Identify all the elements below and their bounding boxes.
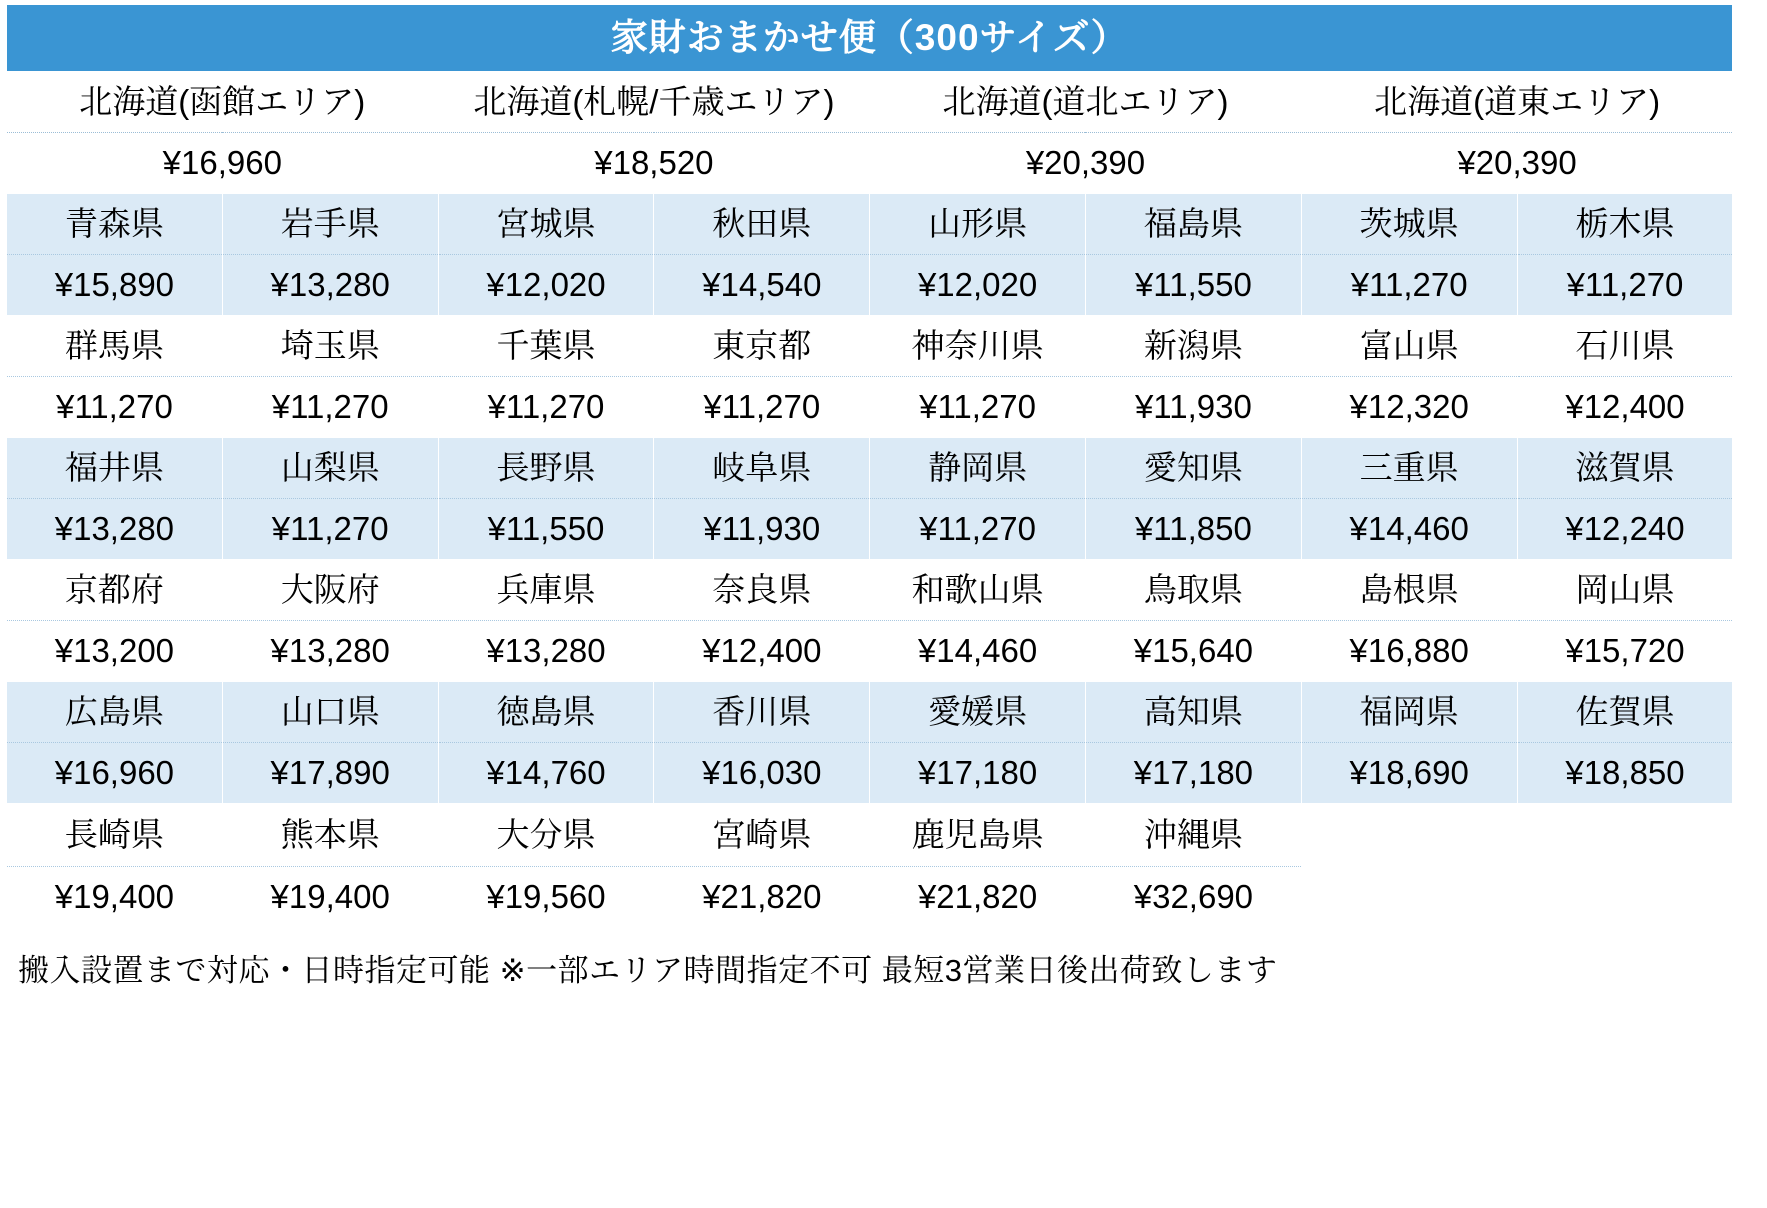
pref-name-row (7, 560, 1733, 621)
empty-cell (1301, 866, 1517, 928)
pref-name: 埼玉県 (222, 316, 438, 377)
pref-price: ¥19,400 (222, 866, 438, 928)
pref-price: ¥17,890 (222, 743, 438, 804)
pref-price: ¥11,930 (654, 499, 870, 560)
pref-name: 兵庫県 (438, 560, 654, 621)
pref-name: 香川県 (654, 682, 870, 743)
pref-name: 静岡県 (870, 438, 1086, 499)
pref-price: ¥14,540 (654, 255, 870, 316)
pref-name: 京都府 (7, 560, 223, 621)
pref-name: 愛媛県 (870, 682, 1086, 743)
pref-price: ¥11,270 (870, 377, 1086, 438)
pref-name: 山形県 (870, 194, 1086, 255)
pref-name: 長野県 (438, 438, 654, 499)
pref-name-row (7, 194, 1733, 255)
pref-price: ¥18,850 (1517, 743, 1733, 804)
pref-price: ¥17,180 (1085, 743, 1301, 804)
title-row (7, 5, 1733, 72)
pref-name: 千葉県 (438, 316, 654, 377)
pref-price: ¥12,320 (1301, 377, 1517, 438)
pref-price: ¥11,270 (1301, 255, 1517, 316)
pref-price: ¥12,400 (1517, 377, 1733, 438)
pref-price: ¥11,270 (870, 499, 1086, 560)
pref-name: 滋賀県 (1517, 438, 1733, 499)
pref-price: ¥16,030 (654, 743, 870, 804)
pref-name: 宮崎県 (654, 804, 870, 867)
pref-name-row (7, 804, 1733, 867)
empty-cell (1301, 804, 1517, 867)
area-price: ¥20,390 (870, 133, 1302, 194)
pref-name: 山梨県 (222, 438, 438, 499)
area-name: 北海道(函館エリア) (7, 72, 439, 133)
pref-price: ¥12,400 (654, 621, 870, 682)
area-name-row (7, 72, 1733, 133)
pref-price-row (7, 743, 1733, 804)
pref-price: ¥11,270 (222, 499, 438, 560)
pref-price: ¥11,930 (1085, 377, 1301, 438)
pref-name-row (7, 316, 1733, 377)
pref-name: 福岡県 (1301, 682, 1517, 743)
pref-name: 岡山県 (1517, 560, 1733, 621)
pref-price: ¥11,550 (1085, 255, 1301, 316)
pref-price: ¥11,850 (1085, 499, 1301, 560)
empty-cell (1517, 866, 1733, 928)
pref-price: ¥13,280 (222, 621, 438, 682)
pref-name: 群馬県 (7, 316, 223, 377)
pref-name-row (7, 682, 1733, 743)
pref-name: 栃木県 (1517, 194, 1733, 255)
pref-price: ¥14,460 (870, 621, 1086, 682)
pref-price: ¥11,270 (654, 377, 870, 438)
pref-price: ¥13,280 (222, 255, 438, 316)
shipping-rate-table (6, 4, 1733, 929)
pref-price: ¥11,270 (438, 377, 654, 438)
pref-name: 鳥取県 (1085, 560, 1301, 621)
table-body (7, 5, 1733, 929)
pref-name: 青森県 (7, 194, 223, 255)
pref-price: ¥12,020 (438, 255, 654, 316)
rate-sheet (0, 4, 1767, 1208)
pref-price: ¥19,400 (7, 866, 223, 928)
pref-name: 富山県 (1301, 316, 1517, 377)
pref-price-row (7, 255, 1733, 316)
pref-name: 熊本県 (222, 804, 438, 867)
pref-name: 茨城県 (1301, 194, 1517, 255)
pref-name: 佐賀県 (1517, 682, 1733, 743)
pref-name: 奈良県 (654, 560, 870, 621)
pref-name: 山口県 (222, 682, 438, 743)
pref-price: ¥21,820 (654, 866, 870, 928)
area-name: 北海道(道東エリア) (1301, 72, 1733, 133)
pref-name: 沖縄県 (1085, 804, 1301, 867)
pref-price-row (7, 499, 1733, 560)
empty-cell (1517, 804, 1733, 867)
pref-name: 和歌山県 (870, 560, 1086, 621)
area-price: ¥18,520 (438, 133, 870, 194)
pref-name: 新潟県 (1085, 316, 1301, 377)
pref-price-row (7, 621, 1733, 682)
pref-price: ¥14,760 (438, 743, 654, 804)
pref-name: 愛知県 (1085, 438, 1301, 499)
pref-name: 鹿児島県 (870, 804, 1086, 867)
pref-price: ¥15,890 (7, 255, 223, 316)
pref-name: 大分県 (438, 804, 654, 867)
pref-name: 大阪府 (222, 560, 438, 621)
pref-price: ¥13,280 (7, 499, 223, 560)
footnote-text: 搬入設置まで対応・日時指定可能 ※一部エリア時間指定不可 最短3営業日後出荷致します (18, 952, 1278, 988)
pref-name: 宮城県 (438, 194, 654, 255)
pref-name: 三重県 (1301, 438, 1517, 499)
pref-price: ¥19,560 (438, 866, 654, 928)
pref-price-row (7, 377, 1733, 438)
pref-name: 東京都 (654, 316, 870, 377)
pref-name: 岩手県 (222, 194, 438, 255)
pref-name: 長崎県 (7, 804, 223, 867)
pref-price: ¥11,270 (1517, 255, 1733, 316)
pref-price: ¥32,690 (1085, 866, 1301, 928)
pref-price: ¥12,240 (1517, 499, 1733, 560)
pref-price: ¥17,180 (870, 743, 1086, 804)
pref-price: ¥16,880 (1301, 621, 1517, 682)
pref-name: 福井県 (7, 438, 223, 499)
pref-price: ¥16,960 (7, 743, 223, 804)
pref-name: 徳島県 (438, 682, 654, 743)
pref-name: 広島県 (7, 682, 223, 743)
pref-name: 秋田県 (654, 194, 870, 255)
pref-price: ¥14,460 (1301, 499, 1517, 560)
pref-price: ¥21,820 (870, 866, 1086, 928)
pref-price-row (7, 866, 1733, 928)
area-price-row (7, 133, 1733, 194)
pref-price: ¥13,280 (438, 621, 654, 682)
area-price: ¥20,390 (1301, 133, 1733, 194)
pref-name-row (7, 438, 1733, 499)
pref-name: 岐阜県 (654, 438, 870, 499)
area-price: ¥16,960 (7, 133, 439, 194)
pref-price: ¥15,640 (1085, 621, 1301, 682)
pref-name: 福島県 (1085, 194, 1301, 255)
pref-price: ¥12,020 (870, 255, 1086, 316)
page-title: 家財おまかせ便（300サイズ） (7, 5, 1733, 72)
pref-name: 島根県 (1301, 560, 1517, 621)
pref-name: 石川県 (1517, 316, 1733, 377)
pref-name: 高知県 (1085, 682, 1301, 743)
area-name: 北海道(札幌/千歳エリア) (438, 72, 870, 133)
area-name: 北海道(道北エリア) (870, 72, 1302, 133)
pref-price: ¥13,200 (7, 621, 223, 682)
pref-price: ¥11,270 (7, 377, 223, 438)
pref-price: ¥15,720 (1517, 621, 1733, 682)
pref-price: ¥18,690 (1301, 743, 1517, 804)
pref-name: 神奈川県 (870, 316, 1086, 377)
pref-price: ¥11,550 (438, 499, 654, 560)
pref-price: ¥11,270 (222, 377, 438, 438)
